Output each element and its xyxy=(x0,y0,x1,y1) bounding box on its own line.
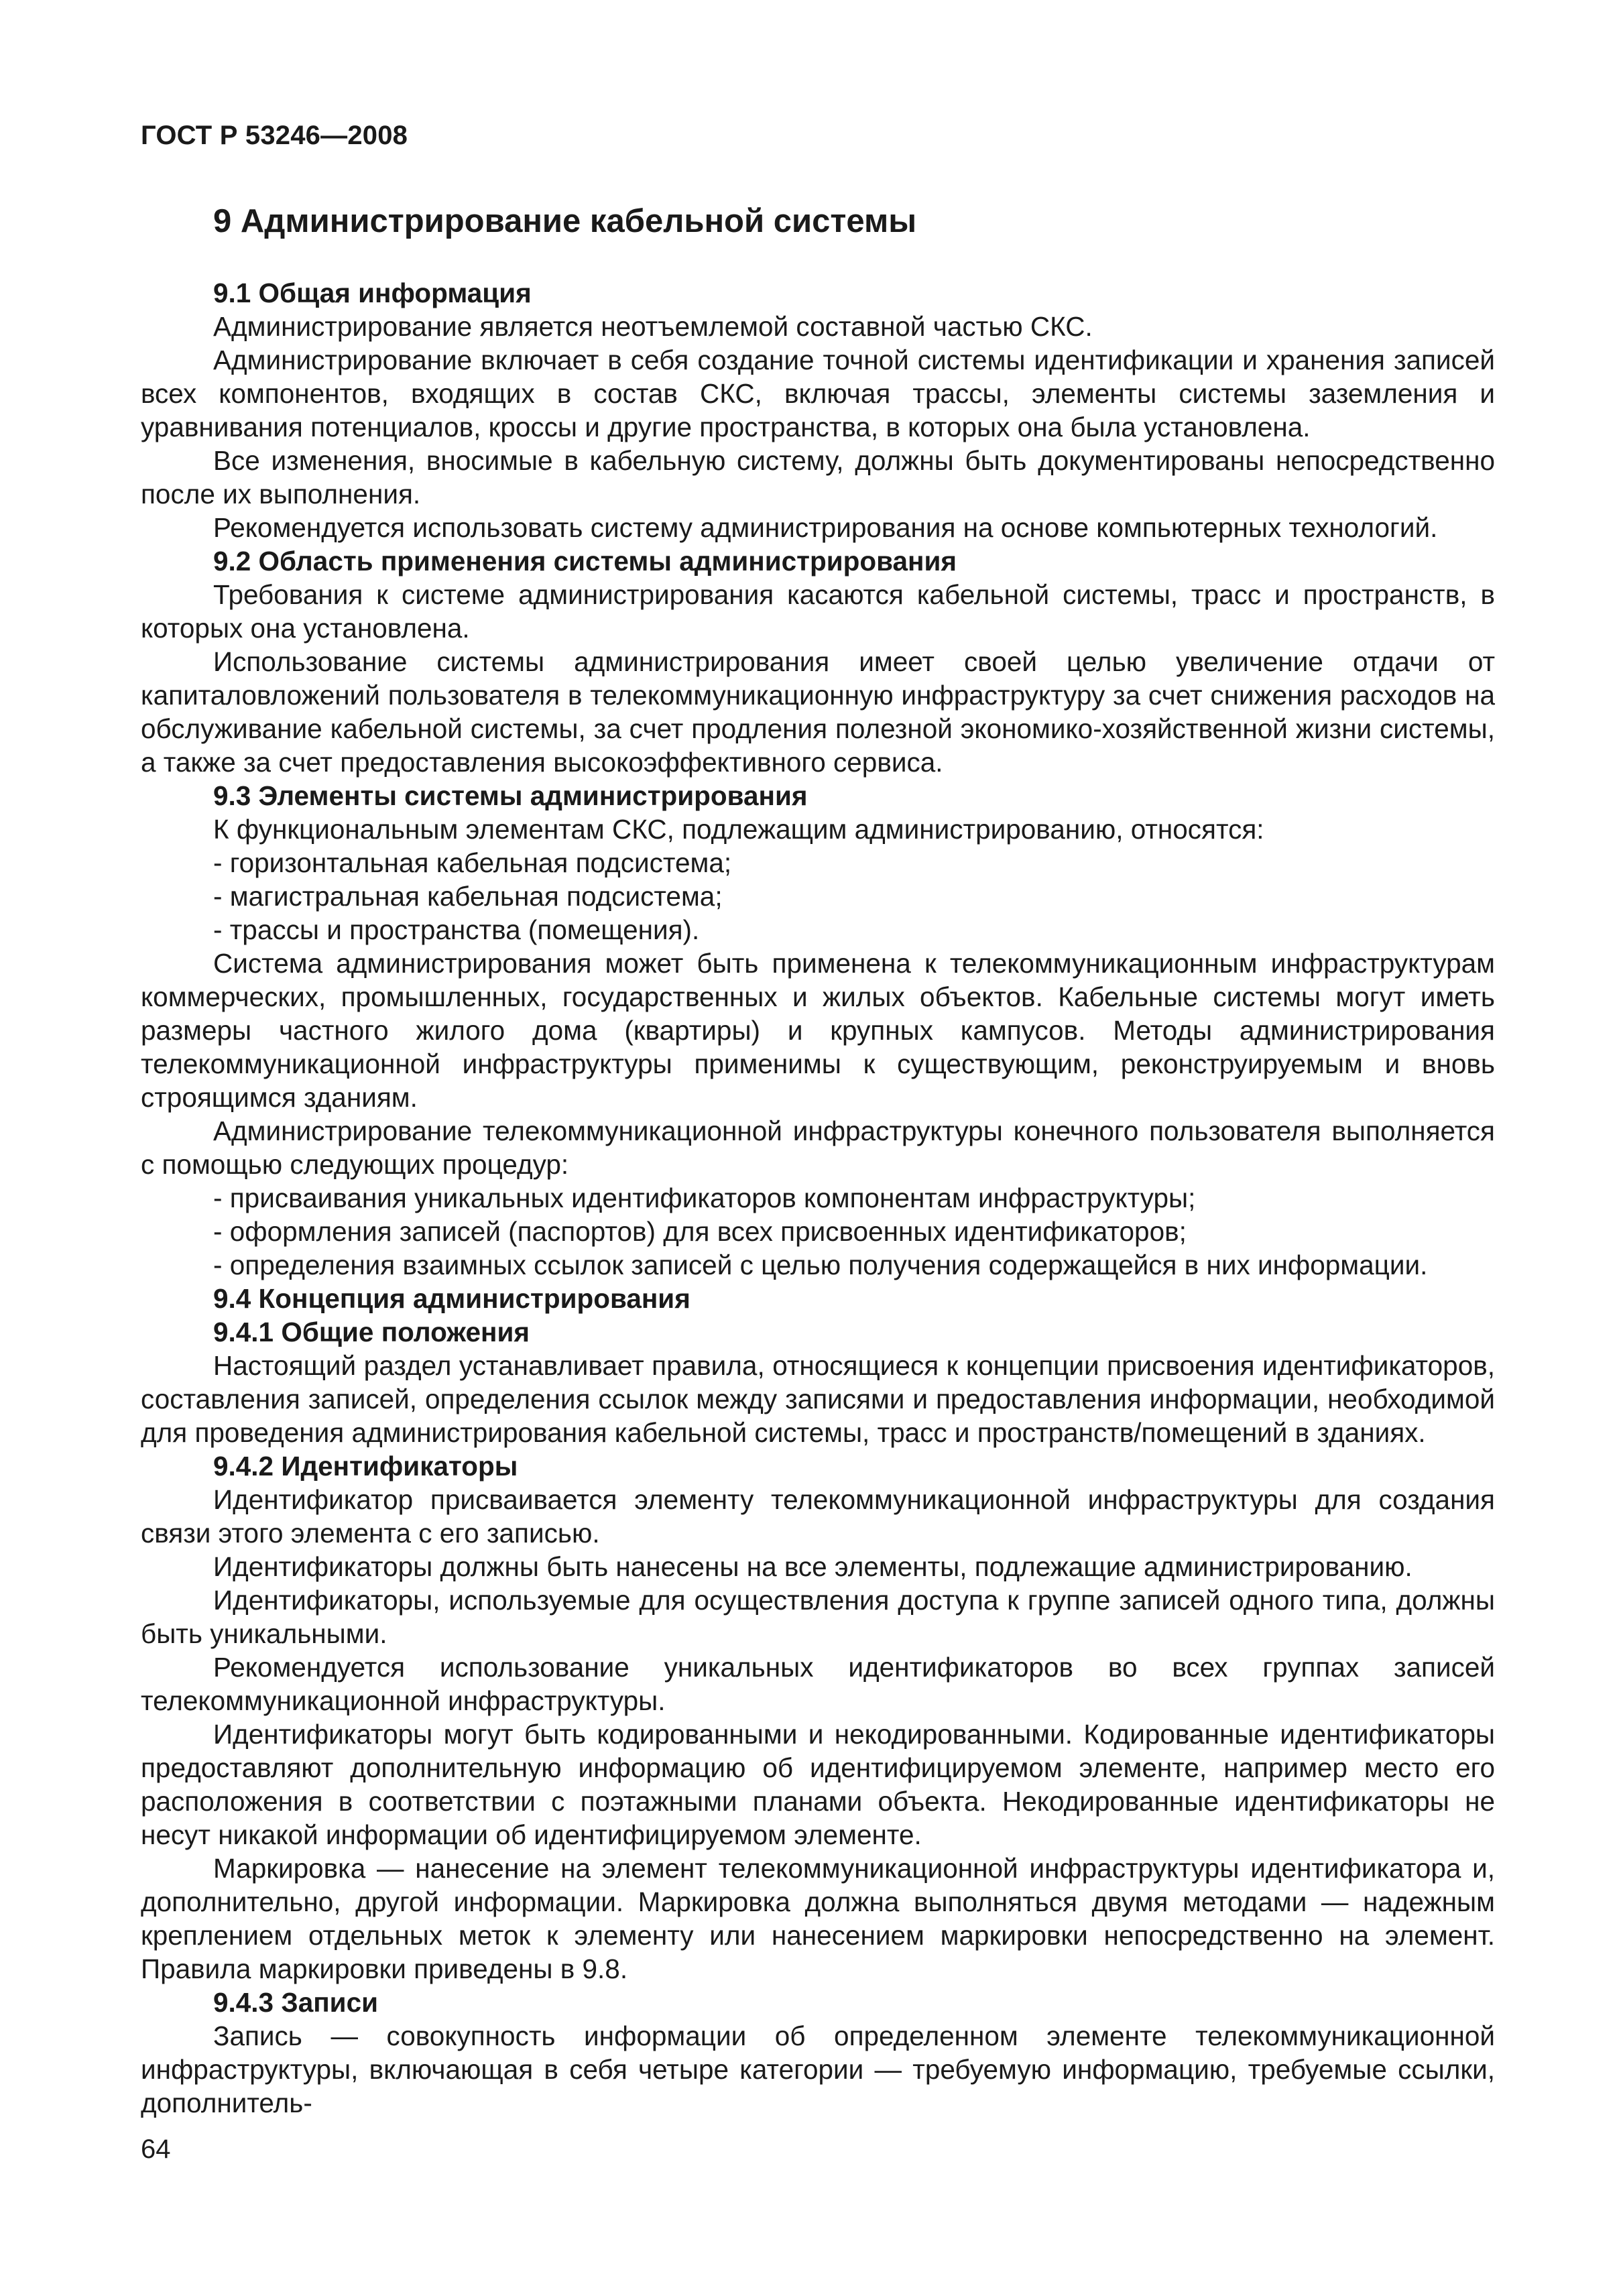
paragraph: Использование системы администрирования имеет своей целью увеличение отдачи от капиталовложений пользователя в телекоммуникационную инфраструктуру за счет снижения расходов на обслуживание кабельной системы, за счет продления полезной экономико-хозяйственной жизни системы, а также за счет предоставления высокоэффективного сервиса. xyxy=(141,646,1495,778)
page-number: 64 xyxy=(141,2134,171,2164)
paragraph: Все изменения, вносимые в кабельную систему, должны быть документированы непосредственно после их выполнения. xyxy=(141,445,1495,509)
list-item: - магистральная кабельная подсистема; xyxy=(213,881,723,912)
list-item: - оформления записей (паспортов) для всех присвоенных идентификаторов; xyxy=(213,1216,1187,1247)
list-item: - определения взаимных ссылок записей с целью получения содержащейся в них информации. xyxy=(213,1250,1428,1280)
paragraph: Запись — совокупность информации об определенном элементе телекоммуникационной инфраструктуры, включающая в себя четыре категории — требуемую информацию, требуемые ссылки, дополнитель- xyxy=(141,2020,1495,2118)
paragraph: Идентификаторы могут быть кодированными и некодированными. Кодированные идентификаторы предоставляют дополнительную информацию об идентифицируемом элементе, например место его расположения в соответствии с поэтажными планами объекта. Некодированные идентификаторы не несут никакой информации об идентифицируемом элементе. xyxy=(141,1719,1495,1850)
paragraph: Администрирование является неотъемлемой составной частью СКС. xyxy=(213,311,1093,342)
section-heading-9-4: 9.4 Концепция администрирования xyxy=(213,1283,690,1314)
section-heading-9-4-3: 9.4.3 Записи xyxy=(213,1987,379,2018)
standard-designation: ГОСТ Р 53246—2008 xyxy=(141,121,408,150)
document-body xyxy=(141,276,1495,2120)
section-heading-9-4-2: 9.4.2 Идентификаторы xyxy=(213,1451,518,1482)
paragraph: Система администрирования может быть применена к телекоммуникационным инфраструктурам коммерческих, промышленных, государственных и жилых объектов. Кабельные системы могут иметь размеры частного жилого дома (квартиры) и крупных кампусов. Методы администрирования телекоммуникационной инфраструктуры применимы к существующим, реконструируемым и вновь строящимся зданиям. xyxy=(141,948,1495,1113)
paragraph: Администрирование включает в себя создание точной системы идентификации и хранения записей всех компонентов, входящих в состав СКС, включая трассы, элементы системы заземления и уравнивания потенциалов, кроссы и другие пространства, в которых она была установлена. xyxy=(141,345,1495,442)
paragraph: Требования к системе администрирования касаются кабельной системы, трасс и пространств, в которых она установлена. xyxy=(141,579,1495,644)
paragraph: Маркировка — нанесение на элемент телекоммуникационной инфраструктуры идентификатора и, дополнительно, другой информации. Маркировка должна выполняться двумя методами — надежным креплением отдельных меток к элементу или нанесением маркировки непосредственно на элемент. Правила маркировки приведены в 9.8. xyxy=(141,1853,1495,1984)
paragraph: Рекомендуется использовать систему администрирования на основе компьютерных технологий. xyxy=(213,512,1438,543)
paragraph: Идентификаторы должны быть нанесены на все элементы, подлежащие администрированию. xyxy=(213,1551,1412,1582)
list-item: - горизонтальная кабельная подсистема; xyxy=(213,847,732,878)
section-heading-9-3: 9.3 Элементы системы администрирования xyxy=(213,780,808,811)
paragraph: К функциональным элементам СКС, подлежащим администрированию, относятся: xyxy=(213,814,1264,845)
paragraph: Идентификатор присваивается элементу телекоммуникационной инфраструктуры для создания связи этого элемента с его записью. xyxy=(141,1484,1495,1549)
list-item: - присваивания уникальных идентификаторов компонентам инфраструктуры; xyxy=(213,1183,1196,1213)
paragraph: Рекомендуется использование уникальных идентификаторов во всех группах записей телекоммуникационной инфраструктуры. xyxy=(141,1652,1495,1716)
paragraph: Идентификаторы, используемые для осуществления доступа к группе записей одного типа, должны быть уникальными. xyxy=(141,1585,1495,1649)
section-heading-9-2: 9.2 Область применения системы администрирования xyxy=(213,546,957,577)
section-heading-9-4-1: 9.4.1 Общие положения xyxy=(213,1317,530,1347)
paragraph: Настоящий раздел устанавливает правила, относящиеся к концепции присвоения идентификаторов, составления записей, определения ссылок между записями и предоставления информации, необходимой для проведения администрирования кабельной системы, трасс и пространств/помещений в зданиях. xyxy=(141,1350,1495,1448)
section-heading-9-1: 9.1 Общая информация xyxy=(213,278,532,308)
list-item: - трассы и пространства (помещения). xyxy=(213,914,700,945)
paragraph: Администрирование телекоммуникационной инфраструктуры конечного пользователя выполняется с помощью следующих процедур: xyxy=(141,1115,1495,1180)
chapter-title: 9 Администрирование кабельной системы xyxy=(213,203,917,239)
